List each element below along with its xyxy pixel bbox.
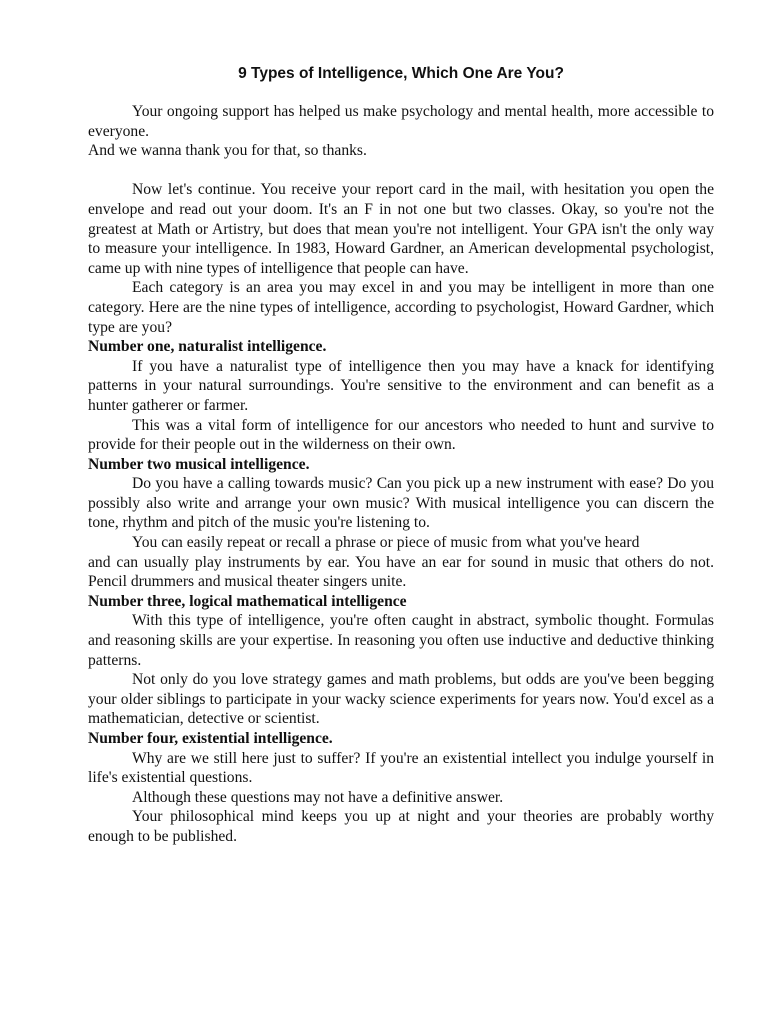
section-paragraph: Why are we still here just to suffer? If you're an existential intellect you indulge yourself in life's existential questions.	[88, 749, 714, 787]
section-paragraph: Your philosophical mind keeps you up at night and your theories are probably worthy enough to be published.	[88, 808, 714, 845]
section-heading-logical-mathematical: Number three, logical mathematical intelligence	[88, 592, 407, 610]
section-heading-naturalist: Number one, naturalist intelligence.	[88, 338, 327, 356]
intro-paragraph: Now let's continue. You receive your report card in the mail, with hesitation you open the envelope and read out your doom. It's an F in not one but two classes. Okay, so you're not the greatest at Math or Artistry, but does that mean you're not intelligent. Your GPA isn't the only way to measure your intelligence. In 1983, Howard Gardner, an American developmental psychologist, came up with nine types of intelligence that people can have.	[88, 181, 714, 277]
section-paragraph: You can easily repeat or recall a phrase or piece of music from what you've heard	[132, 534, 640, 552]
document-title: 9 Types of Intelligence, Which One Are You?	[238, 65, 564, 82]
intro-paragraph: And we wanna thank you for that, so thanks.	[88, 142, 367, 160]
section-heading-existential: Number four, existential intelligence.	[88, 730, 333, 747]
section-paragraph: Not only do you love strategy games and math problems, but odds are you've been begging your older siblings to participate in your wacky science experiments for years now. You'd excel as a mathematician, detective or scientist.	[88, 671, 714, 728]
section-paragraph: If you have a naturalist type of intelligence then you may have a knack for identifying patterns in your natural surroundings. You're sensitive to the environment and can benefit as a hunter gatherer or farmer.	[88, 357, 714, 414]
section-paragraph: With this type of intelligence, you're often caught in abstract, symbolic thought. Formulas and reasoning skills are your expertise. In reasoning you often use inductive and deductive thinking patterns.	[88, 612, 714, 669]
document-page	[88, 62, 714, 847]
section-paragraph: Do you have a calling towards music? Can you pick up a new instrument with ease? Do you possibly also write and arrange your own music? With musical intelligence you can discern the tone, rhythm and pitch of the music you're listening to.	[88, 475, 714, 532]
intro-paragraph: Your ongoing support has helped us make psychology and mental health, more accessible to everyone.	[88, 103, 714, 140]
section-paragraph: Although these questions may not have a definitive answer.	[132, 788, 504, 806]
section-paragraph: This was a vital form of intelligence for our ancestors who needed to hunt and survive to provide for their people out in the wilderness on their own.	[88, 416, 714, 454]
section-heading-musical: Number two musical intelligence.	[88, 455, 310, 473]
section-paragraph: and can usually play instruments by ear. You have an ear for sound in music that others do not. Pencil drummers and musical theater singers unite.	[88, 553, 714, 591]
intro-paragraph: Each category is an area you may excel in and you may be intelligent in more than one category. Here are the nine types of intelligence, according to psychologist, Howard Gardner, which type are you?	[88, 279, 714, 336]
